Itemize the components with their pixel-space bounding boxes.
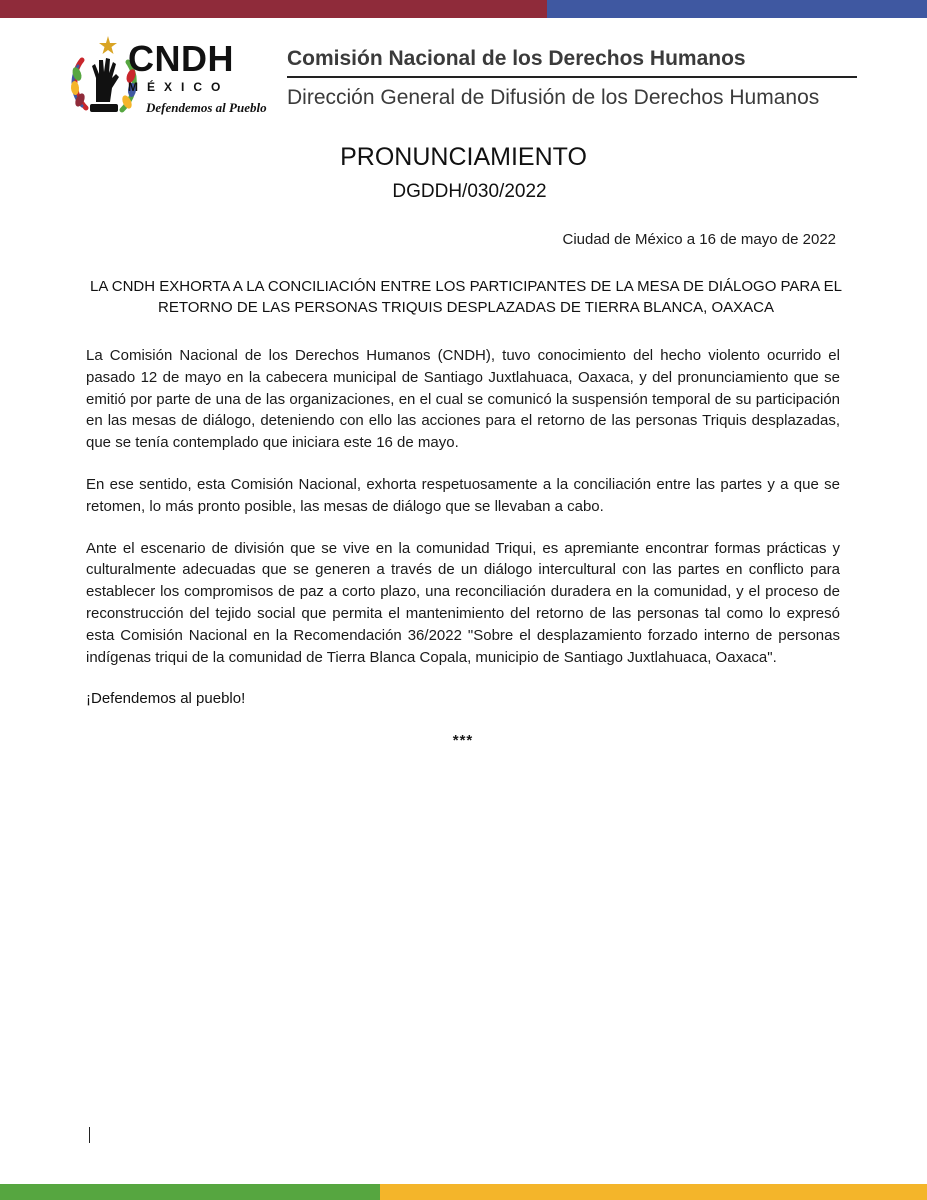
logo-title: CNDH bbox=[128, 38, 234, 79]
document-type: PRONUNCIAMIENTO bbox=[340, 143, 587, 171]
top-color-bar bbox=[0, 0, 927, 18]
top-bar-red-segment bbox=[0, 0, 547, 18]
organization-name: Comisión Nacional de los Derechos Humanos bbox=[287, 47, 746, 70]
top-bar-blue-segment bbox=[547, 0, 927, 18]
document-id: DGDDH/030/2022 bbox=[392, 181, 547, 202]
body-paragraph: La Comisión Nacional de los Derechos Humanos (CNDH), tuvo conocimiento del hecho violento ocurrido el pasado 12 de mayo en la cabecera municipal de Santiago Juxtlahuaca, Oaxaca, y del pronunciamiento que se emitió por parte de una de las organizaciones, en el cual se comunicó la suspensión temporal de su participación en las mesas de diálogo, deteniendo con ello las acciones para el retorno de las personas Triquis desplazadas, que se tenía contemplado que iniciara este 16 de mayo. bbox=[86, 347, 840, 452]
logo-country: MÉXICO bbox=[128, 80, 230, 94]
logo-motto: Defendemos al Pueblo bbox=[146, 100, 267, 115]
bottom-color-bar bbox=[0, 1184, 927, 1200]
bottom-bar-green-segment bbox=[0, 1184, 380, 1200]
document-headline: LA CNDH EXHORTA A LA CONCILIACIÓN ENTRE LOS PARTICIPANTES DE LA MESA DE DIÁLOGO PARA EL RETORNO DE LAS PERSONAS TRIQUIS DESPLAZADAS DE TIERRA BLANCA, OAXACA bbox=[90, 278, 842, 316]
closing-slogan: ¡Defendemos al pueblo! bbox=[86, 690, 246, 708]
cndh-logo bbox=[68, 32, 278, 120]
document-date: Ciudad de México a 16 de mayo de 2022 bbox=[562, 231, 836, 248]
logo-wordmark bbox=[128, 38, 278, 116]
department-name: Dirección General de Difusión de los Derechos Humanos bbox=[287, 86, 820, 109]
text-cursor bbox=[89, 1127, 90, 1143]
header-divider bbox=[287, 76, 857, 78]
body-paragraph: En ese sentido, esta Comisión Nacional, exhorta respetuosamente a la conciliación entre las partes y a que se retomen, lo más pronto posible, las mesas de diálogo que se llevaban a cabo. bbox=[86, 475, 840, 515]
body-paragraph: Ante el escenario de división que se vive en la comunidad Triqui, es apremiante encontrar formas prácticas y culturalmente adecuadas que se generen a través de un diálogo intercultural con las partes en conflicto para establecer los compromisos de paz a corto plazo, una reconciliación duradera en la comunidad, y el proceso de reconstrucción del tejido social que permita el mantenimiento del retorno de las personas tal como lo expresó esta Comisión Nacional en la Recomendación 36/2022 "Sobre el desplazamiento forzado interno de personas indígenas triqui de la comunidad de Tierra Blanca Copala, municipio de Santiago Juxtlahuaca, Oaxaca". bbox=[86, 539, 840, 666]
bottom-bar-yellow-segment bbox=[380, 1184, 927, 1200]
end-separator: *** bbox=[452, 732, 474, 750]
document-body bbox=[86, 345, 840, 752]
